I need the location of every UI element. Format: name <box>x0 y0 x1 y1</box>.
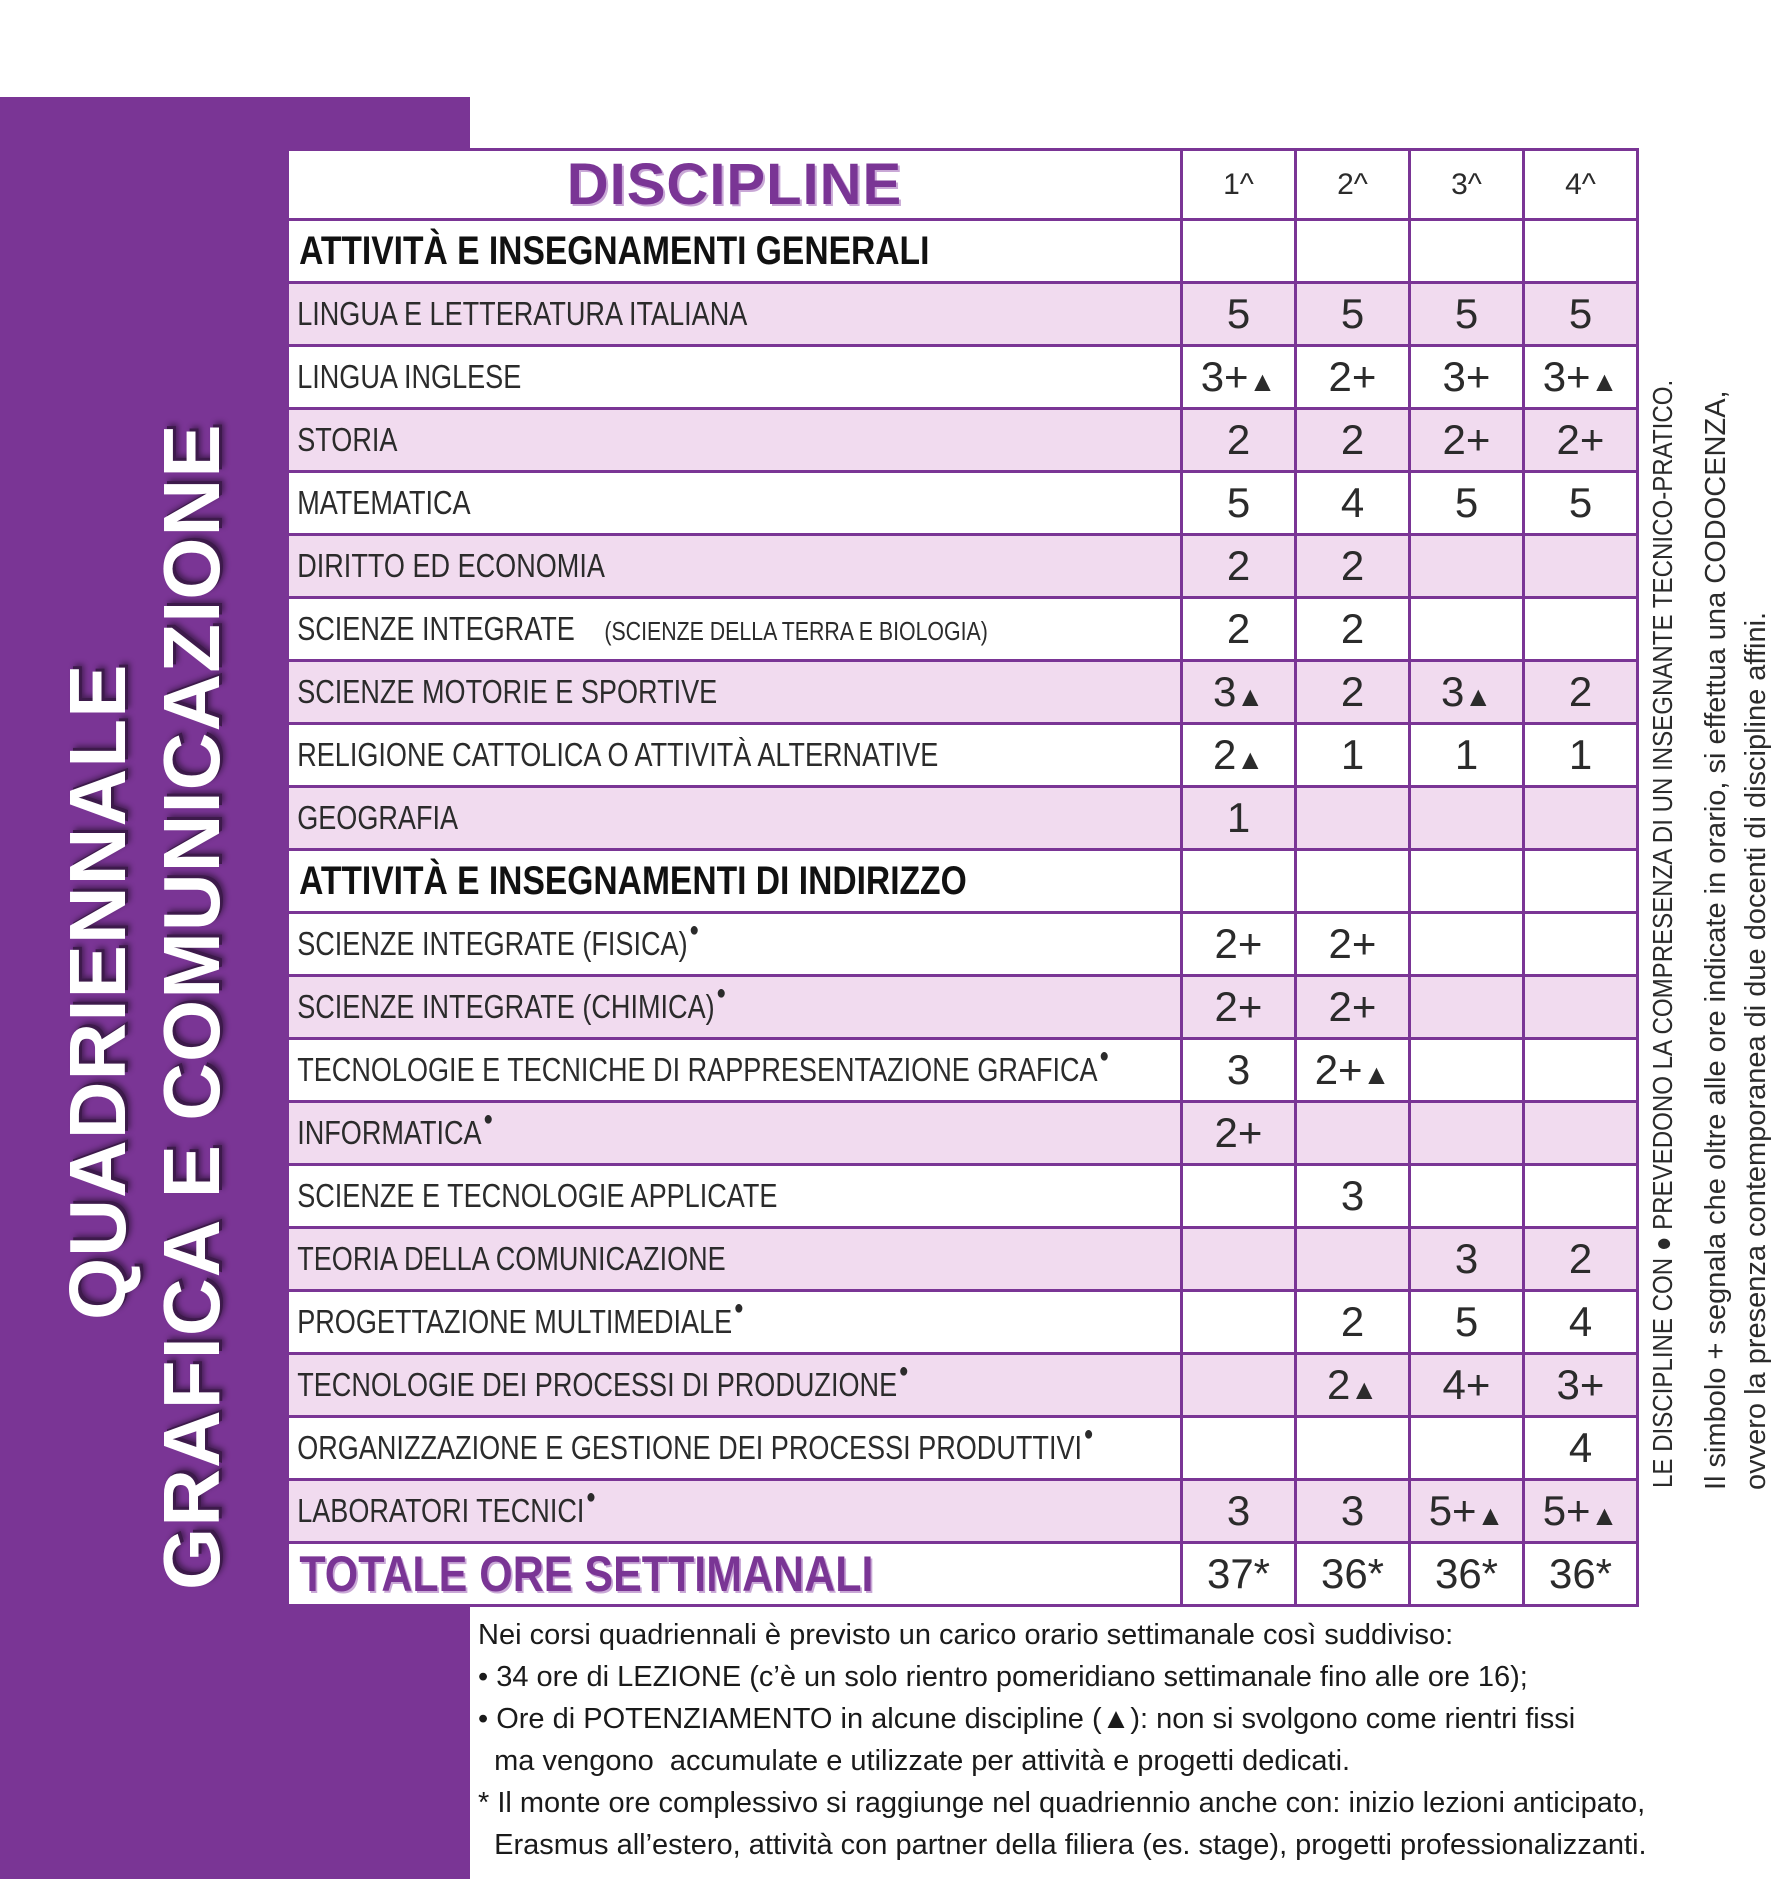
hours-cell <box>1182 1417 1296 1480</box>
hours-value: 5 <box>1454 290 1479 337</box>
hours-value: 1 <box>1568 731 1593 778</box>
hours-value: 2 <box>1226 542 1251 589</box>
subject-name <box>289 358 521 396</box>
hours-value: 5+ <box>1542 1487 1591 1534</box>
hours-cell <box>1410 1039 1524 1102</box>
hours-cell <box>1182 598 1296 661</box>
hours-value: 5 <box>1340 290 1365 337</box>
hours-cell <box>1296 283 1410 346</box>
hours-value: 3 <box>1226 1487 1251 1534</box>
hours-cell <box>1182 409 1296 472</box>
section-general <box>288 220 1638 283</box>
subject-cell <box>288 472 1182 535</box>
hours-value: 2+ <box>1214 920 1263 967</box>
subject-cell <box>288 661 1182 724</box>
compresenza-dot-icon: ● <box>733 1297 744 1319</box>
subject-name <box>289 982 727 1026</box>
potenziamento-triangle-icon: ▲ <box>1236 681 1265 712</box>
hours-cell <box>1296 976 1410 1039</box>
hours-value: 5 <box>1454 479 1479 526</box>
subject-cell <box>288 409 1182 472</box>
hours-cell <box>1524 472 1638 535</box>
subject-row <box>288 1354 1638 1417</box>
empty-cell <box>1296 220 1410 283</box>
hours-cell <box>1182 346 1296 409</box>
hours-cell <box>1182 976 1296 1039</box>
subject-name <box>289 610 988 648</box>
hours-value: 1 <box>1226 794 1251 841</box>
hours-cell <box>1296 1102 1410 1165</box>
hours-cell <box>1182 1039 1296 1102</box>
subject-row <box>288 283 1638 346</box>
subject-label: STORIA <box>297 421 398 458</box>
subject-row <box>288 346 1638 409</box>
hours-cell <box>1410 1228 1524 1291</box>
hours-cell <box>1410 1354 1524 1417</box>
subject-cell <box>288 598 1182 661</box>
subject-name <box>289 1177 777 1215</box>
potenziamento-triangle-icon: ▲ <box>1590 1500 1619 1531</box>
hours-value: 2 <box>1226 416 1251 463</box>
empty-cell <box>1410 220 1524 283</box>
hours-cell <box>1410 661 1524 724</box>
subject-label: LINGUA INGLESE <box>297 358 522 395</box>
subject-name <box>289 1486 596 1530</box>
hours-value: 2 <box>1340 1298 1365 1345</box>
hours-value: 2+ <box>1328 920 1377 967</box>
subject-name <box>289 1423 1094 1467</box>
total-value: 36* <box>1296 1543 1410 1606</box>
hours-value: 5 <box>1226 479 1251 526</box>
hours-cell <box>1410 724 1524 787</box>
hours-value: 2+ <box>1314 1046 1363 1093</box>
hours-cell <box>1410 409 1524 472</box>
hours-cell <box>1410 598 1524 661</box>
subject-cell <box>288 1039 1182 1102</box>
subject-row <box>288 1165 1638 1228</box>
subject-row <box>288 724 1638 787</box>
subject-label: INFORMATICA <box>297 1114 482 1151</box>
empty-cell <box>1296 850 1410 913</box>
subject-name <box>289 736 938 774</box>
subject-row <box>288 1291 1638 1354</box>
subject-name <box>289 421 397 459</box>
subject-label: TECNOLOGIE DEI PROCESSI DI PRODUZIONE <box>297 1366 898 1403</box>
subject-cell <box>288 1228 1182 1291</box>
subject-label: GEOGRAFIA <box>297 799 459 836</box>
hours-value: 2 <box>1212 731 1237 778</box>
subject-row <box>288 535 1638 598</box>
header-discipline: DISCIPLINE <box>288 150 1182 220</box>
subject-cell <box>288 283 1182 346</box>
footer-intro: Nei corsi quadriennali è previsto un carico orario settimanale così suddiviso: <box>478 1619 1454 1651</box>
header-row <box>288 150 1638 220</box>
hours-cell <box>1524 1165 1638 1228</box>
subject-row <box>288 661 1638 724</box>
hours-value: 1 <box>1340 731 1365 778</box>
hours-cell <box>1524 913 1638 976</box>
hours-cell <box>1410 1291 1524 1354</box>
hours-cell <box>1182 1354 1296 1417</box>
compresenza-dot-icon: ● <box>483 1108 494 1130</box>
footer-bullet-potenziamento: • Ore di POTENZIAMENTO in alcune discipline (▲): non si svolgono come rientri fissi <box>478 1703 1576 1735</box>
hours-cell <box>1524 1228 1638 1291</box>
subject-label: MATEMATICA <box>297 484 471 521</box>
header-year: 4^ <box>1524 150 1638 220</box>
hours-cell <box>1296 1039 1410 1102</box>
potenziamento-triangle-icon: ▲ <box>1248 366 1277 397</box>
total-value: 37* <box>1182 1543 1296 1606</box>
subject-name <box>289 295 747 333</box>
subject-note: (SCIENZE DELLA TERRA E BIOLOGIA) <box>604 616 988 646</box>
header-year: 3^ <box>1410 150 1524 220</box>
subject-cell <box>288 1417 1182 1480</box>
side-note-codocenza-cont: ovvero la presenza contemporanea di due docenti di discipline affini. <box>1740 611 1772 1490</box>
hours-cell <box>1524 1354 1638 1417</box>
hours-value: 5+ <box>1428 1487 1477 1534</box>
hours-value: 2 <box>1568 1235 1593 1282</box>
hours-cell <box>1524 661 1638 724</box>
subject-label: TEORIA DELLA COMUNICAZIONE <box>297 1240 726 1277</box>
hours-cell <box>1296 1228 1410 1291</box>
hours-value: 4 <box>1568 1424 1593 1471</box>
hours-cell <box>1410 1165 1524 1228</box>
hours-cell <box>1410 976 1524 1039</box>
hours-value: 4 <box>1340 479 1365 526</box>
footer-notes <box>478 1614 1774 1866</box>
hours-cell <box>1524 1102 1638 1165</box>
hours-cell <box>1524 976 1638 1039</box>
footer-asterisk-note-cont: Erasmus all’estero, attività con partner della filiera (es. stage), progetti professionalizzanti. <box>478 1829 1647 1861</box>
side-title-line2: GRAFICA E COMUNICAZIONE <box>147 423 236 1590</box>
subject-row <box>288 787 1638 850</box>
subject-name <box>289 799 458 837</box>
hours-cell <box>1182 535 1296 598</box>
potenziamento-triangle-icon: ▲ <box>1464 681 1493 712</box>
hours-value: 2 <box>1340 542 1365 589</box>
compresenza-dot-icon: ● <box>689 919 700 941</box>
hours-cell <box>1296 1165 1410 1228</box>
subject-label: SCIENZE E TECNOLOGIE APPLICATE <box>297 1177 778 1214</box>
subject-cell <box>288 976 1182 1039</box>
hours-value: 3+ <box>1542 353 1591 400</box>
compresenza-dot-icon: ● <box>1083 1423 1094 1445</box>
empty-cell <box>1524 220 1638 283</box>
potenziamento-triangle-icon: ▲ <box>1350 1374 1379 1405</box>
hours-cell <box>1296 913 1410 976</box>
hours-cell <box>1296 598 1410 661</box>
hours-cell <box>1410 1102 1524 1165</box>
subject-row <box>288 913 1638 976</box>
subject-row <box>288 976 1638 1039</box>
hours-cell <box>1410 1417 1524 1480</box>
subject-cell <box>288 1480 1182 1543</box>
hours-cell <box>1296 1480 1410 1543</box>
subject-label: SCIENZE INTEGRATE (CHIMICA) <box>297 988 715 1025</box>
potenziamento-triangle-icon: ▲ <box>1590 366 1619 397</box>
hours-value: 2 <box>1326 1361 1351 1408</box>
hours-value: 3+ <box>1200 353 1249 400</box>
subject-cell <box>288 535 1182 598</box>
subject-cell <box>288 1291 1182 1354</box>
side-title-line1: QUADRIENNALE <box>53 663 142 1320</box>
hours-cell <box>1410 472 1524 535</box>
subject-name <box>289 547 605 585</box>
potenziamento-triangle-icon: ▲ <box>1476 1500 1505 1531</box>
hours-cell <box>1296 409 1410 472</box>
hours-cell <box>1524 535 1638 598</box>
subject-row <box>288 1417 1638 1480</box>
total-row <box>288 1543 1638 1606</box>
hours-value: 5 <box>1454 1298 1479 1345</box>
hours-cell <box>1182 1291 1296 1354</box>
curriculum-table <box>286 148 1639 1607</box>
hours-value: 2+ <box>1214 1109 1263 1156</box>
hours-cell <box>1524 1480 1638 1543</box>
hours-cell <box>1524 346 1638 409</box>
footer-bullet-potenziamento-cont: ma vengono accumulate e utilizzate per attività e progetti dedicati. <box>478 1745 1351 1777</box>
subject-name <box>289 1240 726 1278</box>
compresenza-dot-icon: ● <box>1099 1045 1110 1067</box>
subject-name <box>289 1045 1110 1089</box>
hours-cell <box>1296 472 1410 535</box>
hours-value: 5 <box>1568 290 1593 337</box>
subject-name <box>289 1108 494 1152</box>
subject-name <box>289 673 717 711</box>
subject-label: DIRITTO ED ECONOMIA <box>297 547 605 584</box>
section-specific-cell <box>288 850 1182 913</box>
hours-cell <box>1182 1165 1296 1228</box>
subject-cell <box>288 1102 1182 1165</box>
hours-cell <box>1182 724 1296 787</box>
total-value: 36* <box>1524 1543 1638 1606</box>
hours-cell <box>1296 661 1410 724</box>
subject-name <box>289 919 700 963</box>
subject-cell <box>288 1354 1182 1417</box>
hours-cell <box>1524 283 1638 346</box>
section-general-cell <box>288 220 1182 283</box>
subject-name <box>289 1297 744 1341</box>
hours-value: 2+ <box>1556 416 1605 463</box>
hours-cell <box>1182 1102 1296 1165</box>
hours-cell <box>1182 1480 1296 1543</box>
hours-cell <box>1410 787 1524 850</box>
empty-cell <box>1524 850 1638 913</box>
hours-value: 3 <box>1212 668 1237 715</box>
hours-value: 2+ <box>1214 983 1263 1030</box>
footer-bullet-lezione: • 34 ore di LEZIONE (c’è un solo rientro pomeridiano settimanale fino alle ore 16); <box>478 1661 1528 1693</box>
hours-cell <box>1524 598 1638 661</box>
header-year: 1^ <box>1182 150 1296 220</box>
subject-cell <box>288 787 1182 850</box>
header-year: 2^ <box>1296 150 1410 220</box>
empty-cell <box>1410 850 1524 913</box>
potenziamento-triangle-icon: ▲ <box>1362 1059 1391 1090</box>
hours-value: 2 <box>1340 416 1365 463</box>
hours-cell <box>1410 1480 1524 1543</box>
hours-cell <box>1296 1291 1410 1354</box>
subject-row <box>288 409 1638 472</box>
subject-label: RELIGIONE CATTOLICA O ATTIVITÀ ALTERNATIVE <box>297 736 939 773</box>
subject-row <box>288 598 1638 661</box>
hours-cell <box>1182 661 1296 724</box>
subject-row <box>288 1039 1638 1102</box>
subject-cell <box>288 724 1182 787</box>
subject-row <box>288 1480 1638 1543</box>
hours-value: 2 <box>1340 668 1365 715</box>
subject-row <box>288 472 1638 535</box>
total-label-cell <box>288 1543 1182 1606</box>
hours-value: 2 <box>1226 605 1251 652</box>
hours-value: 3+ <box>1442 353 1491 400</box>
compresenza-dot-icon: ● <box>898 1360 909 1382</box>
hours-cell <box>1182 472 1296 535</box>
hours-cell <box>1410 535 1524 598</box>
compresenza-dot-icon: ● <box>716 982 727 1004</box>
compresenza-dot-icon: ● <box>586 1486 596 1508</box>
hours-cell <box>1182 1228 1296 1291</box>
hours-cell <box>1410 913 1524 976</box>
hours-cell <box>1182 283 1296 346</box>
hours-cell <box>1524 1039 1638 1102</box>
hours-value: 3+ <box>1556 1361 1605 1408</box>
subject-label: PROGETTAZIONE MULTIMEDIALE <box>297 1303 733 1340</box>
hours-cell <box>1296 535 1410 598</box>
hours-cell <box>1524 724 1638 787</box>
hours-cell <box>1182 787 1296 850</box>
hours-value: 4 <box>1568 1298 1593 1345</box>
subject-label: SCIENZE MOTORIE E SPORTIVE <box>297 673 718 710</box>
subject-name <box>289 484 471 522</box>
hours-value: 3 <box>1340 1487 1365 1534</box>
hours-value: 2 <box>1568 668 1593 715</box>
empty-cell <box>1182 220 1296 283</box>
hours-value: 3 <box>1340 1172 1365 1219</box>
hours-cell <box>1296 1354 1410 1417</box>
subject-label: ORGANIZZAZIONE E GESTIONE DEI PROCESSI PRODUTTIVI <box>297 1429 1083 1466</box>
hours-cell <box>1524 787 1638 850</box>
hours-cell <box>1410 283 1524 346</box>
hours-cell <box>1296 724 1410 787</box>
hours-cell <box>1182 913 1296 976</box>
hours-value: 2+ <box>1328 983 1377 1030</box>
total-label: TOTALE ORE SETTIMANALI <box>299 1546 874 1602</box>
subject-label: TECNOLOGIE E TECNICHE DI RAPPRESENTAZIONE GRAFICA <box>297 1051 1098 1088</box>
subject-cell <box>288 913 1182 976</box>
hours-value: 3 <box>1440 668 1465 715</box>
hours-cell <box>1296 346 1410 409</box>
side-note-compresenza: LE DISCIPLINE CON ● PREVEDONO LA COMPRESENZA DI UN INSEGNANTE TECNICO-PRATICO. <box>1647 379 1678 1489</box>
section-general-label: ATTIVITÀ E INSEGNAMENTI GENERALI <box>299 228 930 273</box>
subject-name <box>289 1360 909 1404</box>
hours-cell <box>1296 1417 1410 1480</box>
total-value: 36* <box>1410 1543 1524 1606</box>
hours-value: 3 <box>1226 1046 1251 1093</box>
hours-cell <box>1296 787 1410 850</box>
subject-label: LINGUA E LETTERATURA ITALIANA <box>297 295 748 332</box>
subject-label: LABORATORI TECNICI <box>297 1492 585 1529</box>
subject-label: SCIENZE INTEGRATE (FISICA) <box>297 925 688 962</box>
hours-value: 5 <box>1226 290 1251 337</box>
hours-value: 2+ <box>1442 416 1491 463</box>
hours-cell <box>1524 1291 1638 1354</box>
subject-row <box>288 1228 1638 1291</box>
subject-cell <box>288 346 1182 409</box>
hours-value: 1 <box>1454 731 1479 778</box>
subject-cell <box>288 1165 1182 1228</box>
hours-cell <box>1410 346 1524 409</box>
hours-cell <box>1524 1417 1638 1480</box>
side-note-codocenza: Il simbolo + segnala che oltre alle ore indicate in orario, si effettua una CODOCENZA, <box>1700 390 1732 1490</box>
subject-row <box>288 1102 1638 1165</box>
hours-value: 4+ <box>1442 1361 1491 1408</box>
section-specific <box>288 850 1638 913</box>
hours-cell <box>1524 409 1638 472</box>
hours-value: 5 <box>1568 479 1593 526</box>
hours-value: 3 <box>1454 1235 1479 1282</box>
footer-asterisk-note: * Il monte ore complessivo si raggiunge nel quadriennio anche con: inizio lezioni anticipato, <box>478 1787 1646 1819</box>
section-specific-label: ATTIVITÀ E INSEGNAMENTI DI INDIRIZZO <box>299 858 967 903</box>
empty-cell <box>1182 850 1296 913</box>
subject-label: SCIENZE INTEGRATE <box>297 610 575 647</box>
potenziamento-triangle-icon: ▲ <box>1236 744 1265 775</box>
hours-value: 2 <box>1340 605 1365 652</box>
hours-value: 2+ <box>1328 353 1377 400</box>
